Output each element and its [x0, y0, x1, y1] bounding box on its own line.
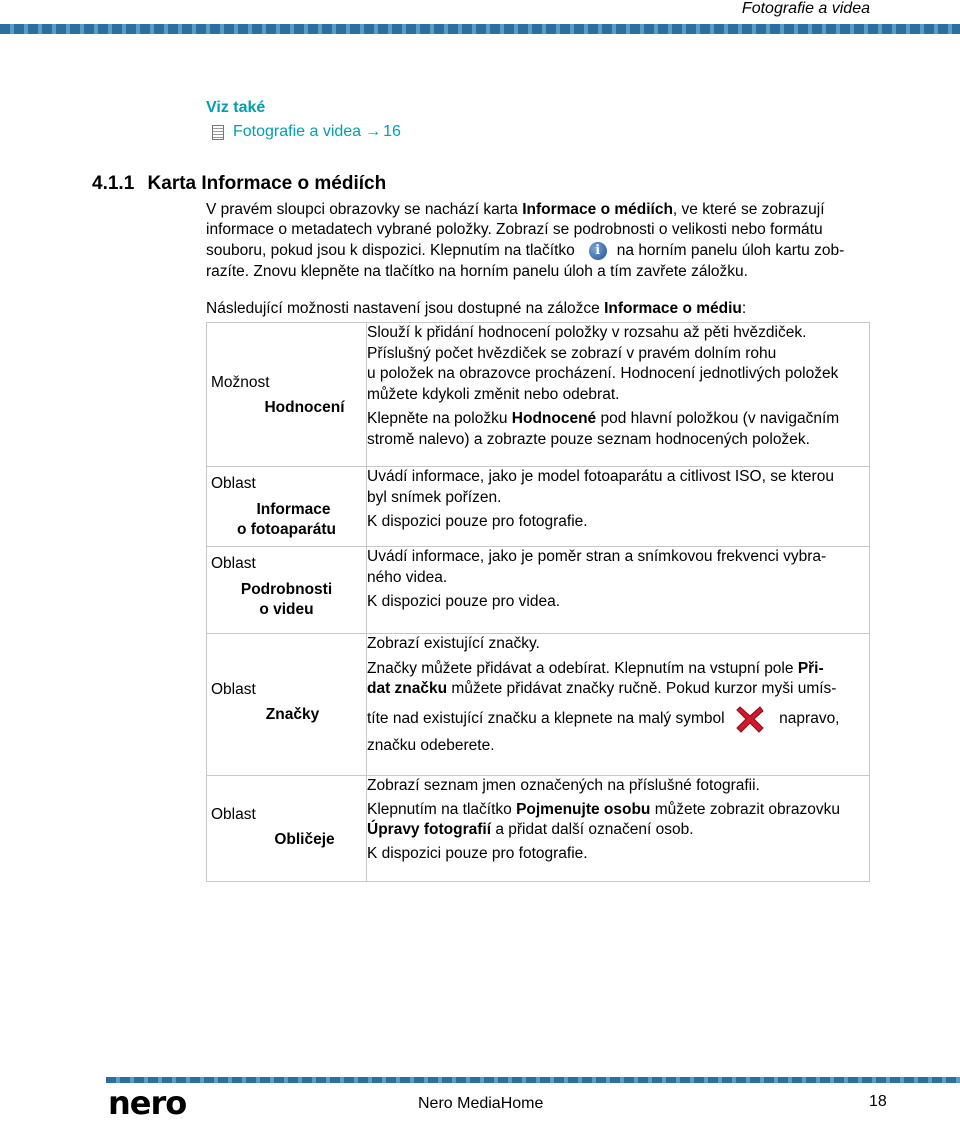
delete-x-icon[interactable] [735, 704, 765, 734]
option-name: o fotoaparátu [236, 521, 337, 538]
desc-line: Příslušný počet hvězdiček se zobrazí v pravém dolním rohu [367, 344, 777, 362]
option-name: o videu [259, 601, 314, 618]
desc-line: můžete kdykoli změnit nebo odebrat. [367, 385, 620, 403]
option-name: Informace [256, 501, 331, 518]
section-title [92, 173, 386, 195]
section-number: 4.1.1 [92, 173, 135, 194]
option-name: Podrobnosti [240, 581, 333, 598]
desc-line: Zobrazí seznam jmen označených na příslušné fotografii. [367, 777, 760, 794]
table-row [207, 634, 870, 776]
desc-line: Uvádí informace, jako je poměr stran a snímkovou frekvenci vybra- [367, 548, 827, 565]
section-heading: Karta Informace o médiích [147, 173, 387, 194]
header-title: Fotografie a videa [741, 0, 870, 17]
document-icon [212, 125, 224, 140]
see-also-link[interactable] [212, 123, 401, 141]
footer-bar [106, 1077, 960, 1083]
desc-line: K dispozici pouze pro fotografie. [367, 513, 588, 530]
option-cell [207, 776, 367, 882]
intro-paragraph [206, 200, 866, 282]
table-row [207, 776, 870, 882]
header-bar [0, 24, 960, 34]
desc-line: K dispozici pouze pro fotografie. [367, 844, 588, 862]
option-kind: Možnost [211, 374, 270, 391]
option-cell [207, 467, 367, 547]
options-intro: Následující možnosti nastavení jsou dostupné na záložce Informace o médiu: [206, 300, 747, 317]
see-also-link-page[interactable]: 16 [383, 123, 401, 140]
desc-line: Slouží k přidání hodnocení položky v rozsahu až pěti hvězdiček. [367, 324, 807, 341]
option-kind: Oblast [211, 806, 256, 823]
option-cell [207, 547, 367, 634]
desc-line: byl snímek pořízen. [367, 488, 502, 506]
intro-line: V pravém sloupci obrazovky se nachází karta Informace o médiích, ve které se zobrazují [206, 201, 825, 218]
desc-line: ného videa. [367, 568, 448, 586]
desc-line: značku odeberete. [367, 736, 495, 754]
desc-line: stromě nalevo) a zobrazte pouze seznam hodnocených položek. [367, 430, 810, 448]
desc-line: Klepnutím na tlačítko Pojmenujte osobu můžete zobrazit obrazovku [367, 800, 840, 818]
desc-line: Klepněte na položku Hodnocené pod hlavní položkou (v navigačním [367, 410, 840, 427]
info-icon[interactable]: i [589, 242, 607, 260]
table-row [207, 467, 870, 547]
description-cell [367, 547, 870, 634]
option-name: Značky [265, 706, 320, 723]
see-also-heading: Viz také [206, 99, 266, 116]
desc-line: K dispozici pouze pro videa. [367, 593, 561, 610]
table-row [207, 547, 870, 634]
link-arrow: → [365, 123, 382, 140]
desc-line: títe nad existující značku a klepnete na malý symbol napravo, [367, 704, 869, 734]
desc-line: Zobrazí existující značky. [367, 635, 540, 652]
description-cell [367, 776, 870, 882]
desc-line: Uvádí informace, jako je model fotoaparátu a citlivost ISO, se kterou [367, 468, 834, 485]
desc-line: Úpravy fotografií a přidat další označení osob. [367, 821, 694, 838]
description-cell [367, 634, 870, 776]
options-table [206, 322, 870, 882]
desc-line: u položek na obrazovce procházení. Hodnocení jednotlivých položek [367, 365, 839, 382]
description-cell [367, 323, 870, 467]
footer-product: Nero MediaHome [418, 1095, 544, 1112]
option-cell [207, 323, 367, 467]
intro-line: souboru, pokud jsou k dispozici. Klepnutím na tlačítko i na horním panelu úloh kartu zob- [206, 242, 845, 259]
see-also-link-label[interactable]: Fotografie a videa [233, 123, 362, 140]
option-name: Hodnocení [264, 399, 345, 416]
desc-line: dat značku můžete přidávat značky ručně. Pokud kurzor myši umís- [367, 680, 837, 697]
nero-logo: nero [108, 1084, 187, 1122]
intro-line: informace o metadatech vybrané položky. Zobrazí se podrobnosti o velikosti nebo formátu [206, 221, 823, 238]
desc-line: Značky můžete přidávat a odebírat. Klepnutím na vstupní pole Při- [367, 659, 824, 677]
option-cell [207, 634, 367, 776]
option-kind: Oblast [211, 681, 256, 698]
description-cell [367, 467, 870, 547]
option-kind: Oblast [211, 555, 256, 572]
page-number: 18 [869, 1093, 887, 1110]
option-name: Obličeje [274, 831, 335, 848]
option-kind: Oblast [211, 475, 256, 492]
intro-line: razíte. Znovu klepněte na tlačítko na horním panelu úloh a tím zavřete záložku. [206, 263, 748, 280]
table-row [207, 323, 870, 467]
